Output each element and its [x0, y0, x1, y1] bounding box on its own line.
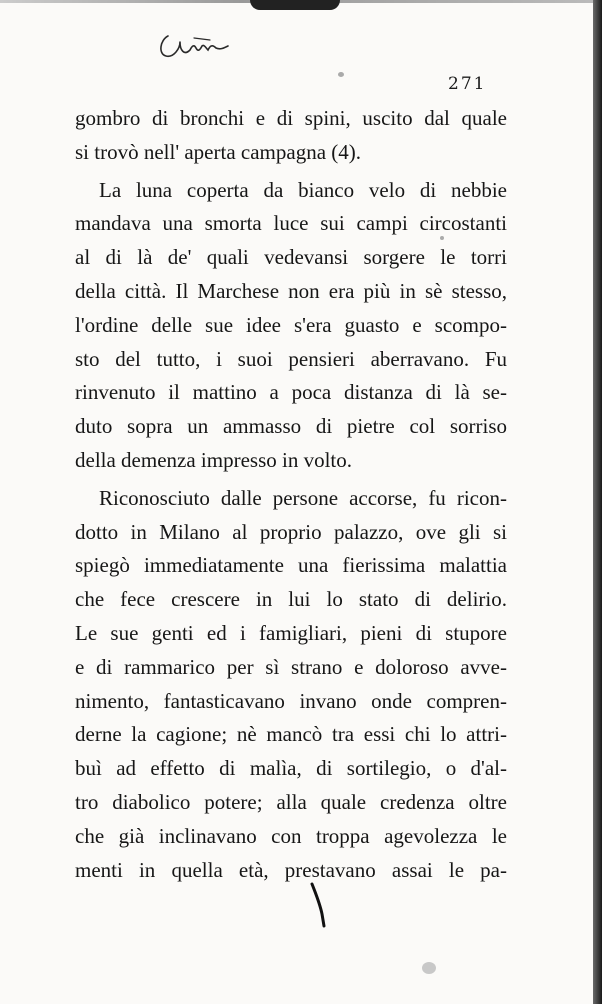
text-line: derne la cagione; nè mancò tra essi chi lo attri- [75, 722, 507, 747]
text-line: si trovò nell' aperta campagna (4). [75, 139, 362, 164]
paragraph-2 [75, 174, 507, 478]
text-line: sto del tutto, i suoi pensieri aberravano. Fu [75, 346, 507, 371]
paper-speck [422, 962, 436, 974]
body-text [75, 102, 507, 887]
text-line: della città. Il Marchese non era più in sè stesso, [75, 278, 507, 303]
text-line: mandava una smorta luce sui campi circostanti [75, 211, 507, 236]
text-line: tro diabolico potere; alla quale credenza oltre [75, 789, 507, 814]
text-line: buì ad effetto di malìa, di sortilegio, o d'al- [75, 756, 507, 781]
text-line: Riconosciuto dalle persone accorse, fu ricon- [99, 485, 507, 510]
text-line: al di là de' quali vedevansi sorgere le torri [75, 245, 507, 270]
text-line: gombro di bronchi e di spini, uscito dal quale [75, 106, 507, 130]
text-line: che già inclinavano con troppa agevolezza le [75, 823, 507, 848]
text-line: Le sue genti ed i famigliari, pieni di stupore [75, 620, 507, 645]
text-line: duto sopra un ammasso di pietre col sorriso [75, 414, 507, 439]
text-line: nimento, fantasticavano invano onde compren- [75, 688, 507, 713]
text-line: menti in quella età, prestavano assai le pa- [75, 857, 507, 882]
handwritten-note [150, 26, 240, 66]
paragraph-3 [75, 482, 507, 888]
printer-mark [308, 880, 328, 930]
paper-speck [338, 72, 344, 77]
paragraph-1 [75, 102, 507, 170]
text-line: La luna coperta da bianco velo di nebbie [99, 177, 507, 202]
text-line: dotto in Milano al proprio palazzo, ove gli si [75, 519, 507, 544]
binding-clip [250, 0, 340, 10]
text-line: e di rammarico per sì strano e doloroso avve- [75, 654, 507, 679]
text-line: rinvenuto il mattino a poca distanza di là se- [75, 380, 507, 405]
text-line: l'ordine delle sue idee s'era guasto e scompo- [75, 312, 507, 337]
book-binding-edge [593, 0, 602, 1004]
text-line: che fece crescere in lui lo stato di delirio. [75, 587, 507, 612]
paper-speck [440, 236, 444, 240]
text-line: della demenza impresso in volto. [75, 447, 353, 472]
text-line: spiegò immediatamente una fierissima malattia [75, 553, 507, 578]
page-number: 271 [448, 74, 487, 94]
